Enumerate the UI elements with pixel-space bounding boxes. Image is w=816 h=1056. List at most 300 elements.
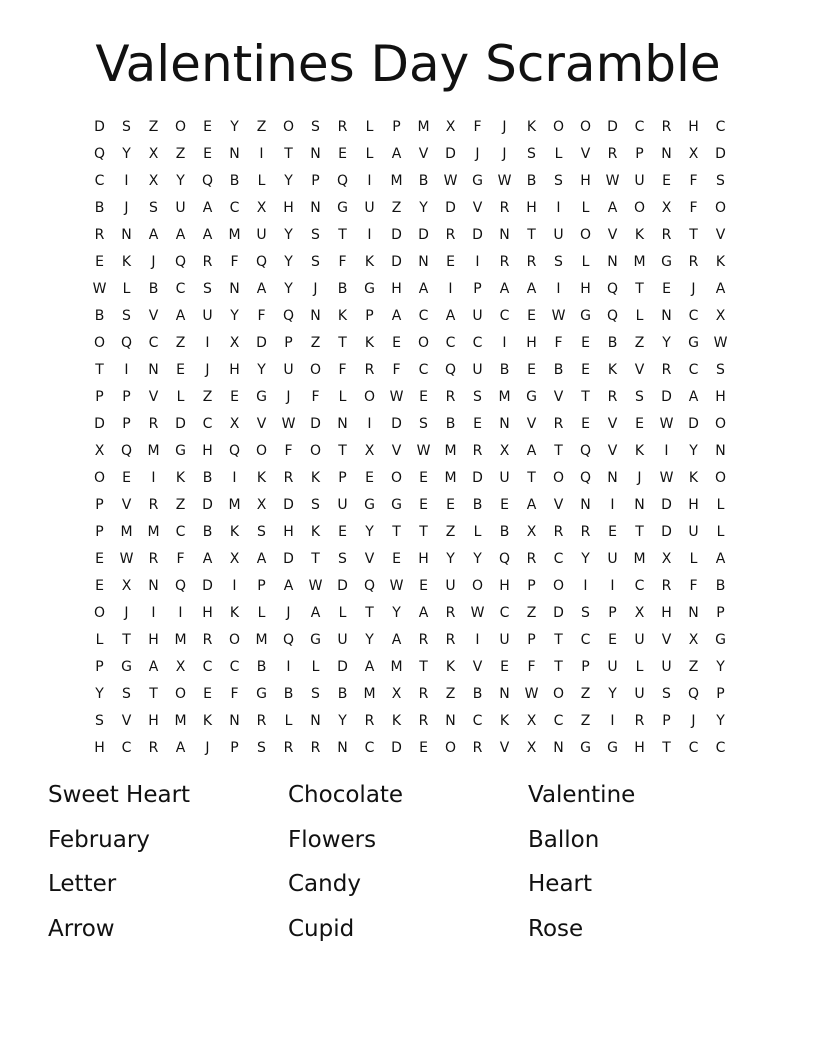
grid-cell: O xyxy=(552,686,565,703)
grid-cell: O xyxy=(255,442,268,459)
grid-cell: Z xyxy=(391,199,402,216)
grid-cell: X xyxy=(526,713,537,730)
word-list-item: Cupid xyxy=(288,915,355,942)
grid-row xyxy=(86,573,734,600)
grid-cell: G xyxy=(526,388,537,405)
grid-cell: B xyxy=(94,199,105,216)
grid-cell: R xyxy=(94,226,105,243)
grid-cell: W xyxy=(416,442,431,459)
grid-cell: R xyxy=(499,253,510,270)
grid-cell: N xyxy=(661,307,672,324)
grid-cell: X xyxy=(148,172,159,189)
grid-cell: C xyxy=(418,361,429,378)
grid-cell: X xyxy=(256,199,267,216)
grid-cell: W xyxy=(92,280,107,297)
grid-cell: A xyxy=(688,388,699,405)
grid-cell: Y xyxy=(338,713,347,730)
grid-cell: R xyxy=(364,713,375,730)
grid-cell: B xyxy=(499,523,510,540)
grid-cell: Z xyxy=(445,523,456,540)
grid-cell: R xyxy=(202,253,213,270)
grid-cell: Y xyxy=(419,199,428,216)
grid-cell: H xyxy=(526,334,537,351)
grid-cell: T xyxy=(392,523,401,540)
grid-cell: W xyxy=(389,578,404,595)
grid-cell: E xyxy=(203,686,212,703)
grid-cell: Y xyxy=(446,551,455,568)
grid-cell: X xyxy=(499,442,510,459)
grid-cell: A xyxy=(283,578,294,595)
grid-cell: T xyxy=(122,632,131,649)
grid-cell: S xyxy=(311,686,320,703)
grid-cell: Q xyxy=(282,632,295,649)
grid-cell: W xyxy=(605,172,620,189)
grid-cell: N xyxy=(310,713,321,730)
grid-cell: A xyxy=(391,632,402,649)
grid-cell: R xyxy=(607,388,618,405)
grid-cell: Y xyxy=(392,605,401,622)
grid-row xyxy=(86,221,734,248)
grid-cell: S xyxy=(473,388,482,405)
word-list-item: Sweet Heart xyxy=(48,782,191,808)
grid-cell: U xyxy=(364,199,375,216)
grid-cell: I xyxy=(448,280,453,297)
grid-cell: P xyxy=(716,686,725,703)
grid-cell: D xyxy=(310,415,321,432)
grid-cell: C xyxy=(445,334,456,351)
grid-cell: C xyxy=(472,334,483,351)
grid-cell: E xyxy=(473,415,482,432)
grid-cell: Z xyxy=(688,659,699,676)
grid-cell: D xyxy=(445,199,456,216)
grid-cell: D xyxy=(553,605,564,622)
grid-cell: P xyxy=(527,632,536,649)
grid-cell: R xyxy=(418,686,429,703)
grid-cell: I xyxy=(232,578,237,595)
grid-cell: I xyxy=(367,415,372,432)
grid-cell: I xyxy=(178,605,183,622)
grid-cell: M xyxy=(120,523,133,540)
grid-cell: Q xyxy=(579,469,592,486)
grid-cell: S xyxy=(122,686,131,703)
grid-cell: X xyxy=(229,415,240,432)
grid-cell: B xyxy=(94,307,105,324)
grid-cell: U xyxy=(634,172,645,189)
grid-cell: N xyxy=(310,145,321,162)
grid-cell: E xyxy=(392,551,401,568)
grid-cell: H xyxy=(283,199,294,216)
grid-cell: C xyxy=(715,118,726,135)
grid-cell: B xyxy=(499,361,510,378)
grid-cell: D xyxy=(472,469,483,486)
grid-cell: A xyxy=(445,307,456,324)
grid-cell: T xyxy=(419,523,428,540)
grid-cell: L xyxy=(122,280,131,297)
grid-cell: P xyxy=(284,334,293,351)
grid-cell: Q xyxy=(201,172,214,189)
grid-cell: G xyxy=(175,442,186,459)
grid-cell: O xyxy=(309,442,322,459)
grid-cell: X xyxy=(148,145,159,162)
grid-cell: M xyxy=(174,632,187,649)
grid-cell: N xyxy=(553,740,564,757)
grid-cell: U xyxy=(445,578,456,595)
grid-cell: T xyxy=(338,226,347,243)
grid-cell: T xyxy=(662,740,671,757)
grid-cell: R xyxy=(445,632,456,649)
grid-cell: V xyxy=(661,632,672,649)
grid-row xyxy=(86,546,734,573)
grid-cell: C xyxy=(499,605,510,622)
grid-cell: O xyxy=(714,469,727,486)
grid-cell: O xyxy=(714,415,727,432)
grid-cell: I xyxy=(664,442,669,459)
grid-cell: I xyxy=(475,253,480,270)
word-list-item: Ballon xyxy=(528,826,600,853)
grid-cell: T xyxy=(149,686,158,703)
grid-cell: P xyxy=(311,172,320,189)
grid-cell: E xyxy=(581,361,590,378)
grid-cell: S xyxy=(338,551,347,568)
grid-cell: W xyxy=(551,307,566,324)
grid-cell: U xyxy=(175,199,186,216)
grid-cell: O xyxy=(228,632,241,649)
grid-cell: D xyxy=(283,496,294,513)
grid-cell: I xyxy=(475,632,480,649)
grid-cell: R xyxy=(148,740,159,757)
grid-cell: E xyxy=(527,361,536,378)
grid-cell: K xyxy=(526,118,537,135)
grid-cell: T xyxy=(689,226,698,243)
grid-cell: N xyxy=(580,496,591,513)
word-list-item: Flowers xyxy=(288,826,377,853)
grid-cell: T xyxy=(527,469,536,486)
grid-cell: Q xyxy=(606,280,619,297)
grid-cell: U xyxy=(688,523,699,540)
grid-cell: R xyxy=(553,523,564,540)
grid-cell: D xyxy=(337,578,348,595)
grid-cell: X xyxy=(391,686,402,703)
grid-cell: P xyxy=(95,496,104,513)
grid-cell: Q xyxy=(687,686,700,703)
grid-cell: E xyxy=(392,334,401,351)
grid-cell: L xyxy=(365,145,374,162)
grid-cell: J xyxy=(502,118,507,135)
grid-cell: V xyxy=(499,740,510,757)
grid-cell: A xyxy=(715,551,726,568)
grid-cell: F xyxy=(473,118,482,135)
grid-cell: K xyxy=(391,713,402,730)
grid-cell: P xyxy=(95,659,104,676)
grid-row xyxy=(86,600,734,627)
grid-cell: H xyxy=(526,199,537,216)
grid-cell: R xyxy=(256,713,267,730)
grid-cell: E xyxy=(635,415,644,432)
grid-cell: L xyxy=(257,605,266,622)
grid-cell: J xyxy=(286,388,291,405)
grid-cell: S xyxy=(716,172,725,189)
grid-row xyxy=(86,356,734,383)
grid-cell: X xyxy=(688,632,699,649)
grid-cell: K xyxy=(310,469,321,486)
grid-cell: Q xyxy=(579,442,592,459)
grid-cell: A xyxy=(526,280,537,297)
grid-cell: B xyxy=(553,361,564,378)
grid-cell: H xyxy=(148,632,159,649)
grid-cell: L xyxy=(635,659,644,676)
grid-cell: A xyxy=(256,280,267,297)
grid-cell: B xyxy=(256,659,267,676)
grid-cell: O xyxy=(363,388,376,405)
grid-cell: I xyxy=(502,334,507,351)
grid-cell: U xyxy=(661,659,672,676)
grid-cell: C xyxy=(175,523,186,540)
grid-cell: M xyxy=(228,226,241,243)
grid-cell: W xyxy=(659,469,674,486)
grid-cell: D xyxy=(607,118,618,135)
grid-cell: D xyxy=(337,659,348,676)
grid-cell: D xyxy=(256,334,267,351)
grid-cell: D xyxy=(688,415,699,432)
grid-cell: P xyxy=(392,118,401,135)
grid-cell: A xyxy=(148,226,159,243)
grid-cell: C xyxy=(148,334,159,351)
grid-cell: P xyxy=(95,388,104,405)
grid-cell: O xyxy=(93,469,106,486)
word-list-item: Arrow xyxy=(48,915,115,942)
grid-cell: R xyxy=(202,632,213,649)
grid-row xyxy=(86,681,734,708)
grid-cell: K xyxy=(715,253,726,270)
grid-cell: J xyxy=(205,361,210,378)
grid-cell: V xyxy=(526,415,537,432)
grid-cell: X xyxy=(661,551,672,568)
grid-cell: P xyxy=(716,605,725,622)
grid-cell: D xyxy=(418,226,429,243)
grid-cell: D xyxy=(391,253,402,270)
grid-cell: T xyxy=(419,659,428,676)
grid-cell: G xyxy=(364,496,375,513)
grid-cell: P xyxy=(608,605,617,622)
grid-cell: Y xyxy=(365,632,374,649)
grid-cell: P xyxy=(365,307,374,324)
grid-cell: C xyxy=(202,659,213,676)
grid-cell: Q xyxy=(255,253,268,270)
grid-cell: P xyxy=(338,469,347,486)
grid-cell: C xyxy=(121,740,132,757)
grid-cell: D xyxy=(715,145,726,162)
grid-cell: D xyxy=(661,388,672,405)
grid-cell: D xyxy=(94,118,105,135)
grid-cell: Q xyxy=(363,578,376,595)
grid-cell: A xyxy=(175,307,186,324)
grid-cell: X xyxy=(661,199,672,216)
grid-cell: N xyxy=(310,307,321,324)
grid-cell: V xyxy=(553,388,564,405)
grid-cell: I xyxy=(286,659,291,676)
grid-cell: G xyxy=(472,172,483,189)
grid-cell: F xyxy=(392,361,401,378)
grid-cell: O xyxy=(714,199,727,216)
grid-cell: A xyxy=(391,307,402,324)
grid-cell: W xyxy=(659,415,674,432)
grid-cell: J xyxy=(151,253,156,270)
grid-cell: C xyxy=(202,415,213,432)
grid-row xyxy=(86,491,734,518)
grid-cell: V xyxy=(121,713,132,730)
grid-cell: Z xyxy=(580,686,591,703)
grid-cell: T xyxy=(635,280,644,297)
grid-cell: Y xyxy=(689,442,698,459)
grid-cell: S xyxy=(122,118,131,135)
grid-cell: S xyxy=(311,496,320,513)
grid-cell: U xyxy=(256,226,267,243)
grid-cell: O xyxy=(552,578,565,595)
grid-cell: B xyxy=(472,686,483,703)
grid-cell: C xyxy=(94,172,105,189)
grid-cell: S xyxy=(149,199,158,216)
grid-cell: P xyxy=(122,415,131,432)
grid-row xyxy=(86,708,734,735)
grid-cell: A xyxy=(175,740,186,757)
grid-cell: A xyxy=(202,226,213,243)
grid-cell: H xyxy=(688,118,699,135)
grid-cell: E xyxy=(95,253,104,270)
grid-cell: I xyxy=(610,578,615,595)
grid-cell: N xyxy=(229,280,240,297)
grid-cell: R xyxy=(310,740,321,757)
grid-cell: H xyxy=(580,172,591,189)
grid-cell: B xyxy=(418,172,429,189)
word-list-item: Valentine xyxy=(528,782,636,808)
grid-cell: Q xyxy=(120,334,133,351)
grid-cell: V xyxy=(121,496,132,513)
grid-cell: L xyxy=(716,523,725,540)
grid-cell: C xyxy=(553,551,564,568)
grid-cell: Z xyxy=(175,334,186,351)
grid-cell: E xyxy=(419,388,428,405)
grid-cell: V xyxy=(634,361,645,378)
grid-cell: X xyxy=(229,334,240,351)
grid-cell: O xyxy=(579,226,592,243)
grid-cell: C xyxy=(688,307,699,324)
grid-cell: R xyxy=(148,415,159,432)
word-list-item: Chocolate xyxy=(288,782,404,808)
grid-cell: Z xyxy=(580,713,591,730)
grid-cell: C xyxy=(175,280,186,297)
grid-cell: J xyxy=(475,145,480,162)
grid-cell: K xyxy=(121,253,132,270)
grid-cell: E xyxy=(446,496,455,513)
grid-row xyxy=(86,410,734,437)
grid-cell: B xyxy=(445,415,456,432)
grid-cell: P xyxy=(581,659,590,676)
grid-cell: M xyxy=(147,523,160,540)
grid-cell: R xyxy=(418,713,429,730)
grid-cell: F xyxy=(311,388,320,405)
grid-cell: H xyxy=(580,280,591,297)
grid-cell: N xyxy=(607,469,618,486)
grid-cell: L xyxy=(284,713,293,730)
grid-cell: F xyxy=(689,199,698,216)
grid-cell: P xyxy=(473,280,482,297)
page-title: Valentines Day Scramble xyxy=(95,35,721,93)
grid-cell: J xyxy=(637,469,642,486)
grid-cell: Q xyxy=(444,361,457,378)
grid-cell: O xyxy=(552,469,565,486)
grid-cell: F xyxy=(689,578,698,595)
grid-cell: V xyxy=(607,442,618,459)
grid-cell: I xyxy=(151,469,156,486)
grid-row xyxy=(86,140,734,167)
grid-cell: A xyxy=(202,551,213,568)
grid-cell: E xyxy=(203,118,212,135)
grid-cell: H xyxy=(229,361,240,378)
grid-cell: N xyxy=(148,578,159,595)
grid-cell: T xyxy=(527,226,536,243)
grid-cell: F xyxy=(338,361,347,378)
grid-cell: V xyxy=(607,415,618,432)
grid-cell: W xyxy=(524,686,539,703)
grid-cell: C xyxy=(553,713,564,730)
grid-cell: H xyxy=(499,578,510,595)
grid-cell: Z xyxy=(175,145,186,162)
grid-cell: W xyxy=(389,388,404,405)
grid-cell: Y xyxy=(257,361,266,378)
grid-cell: W xyxy=(443,172,458,189)
grid-cell: C xyxy=(634,118,645,135)
grid-cell: E xyxy=(95,578,104,595)
grid-cell: F xyxy=(554,334,563,351)
grid-cell: H xyxy=(634,740,645,757)
word-list-item: Candy xyxy=(288,871,361,897)
grid-cell: C xyxy=(418,307,429,324)
grid-cell: I xyxy=(124,172,129,189)
grid-row xyxy=(86,735,734,762)
grid-cell: G xyxy=(580,307,591,324)
grid-cell: H xyxy=(391,280,402,297)
grid-cell: P xyxy=(230,740,239,757)
grid-cell: R xyxy=(283,740,294,757)
grid-cell: S xyxy=(527,145,536,162)
grid-cell: D xyxy=(445,145,456,162)
grid-cell: J xyxy=(205,740,210,757)
grid-cell: F xyxy=(176,551,185,568)
grid-cell: K xyxy=(229,523,240,540)
grid-cell: U xyxy=(499,632,510,649)
grid-cell: R xyxy=(445,605,456,622)
grid-cell: R xyxy=(337,118,348,135)
grid-cell: L xyxy=(338,605,347,622)
grid-cell: P xyxy=(122,388,131,405)
grid-cell: B xyxy=(715,578,726,595)
grid-cell: I xyxy=(367,172,372,189)
grid-cell: X xyxy=(526,740,537,757)
grid-cell: V xyxy=(472,659,483,676)
grid-cell: I xyxy=(583,578,588,595)
grid-cell: Q xyxy=(93,145,106,162)
grid-cell: Q xyxy=(174,253,187,270)
grid-cell: L xyxy=(581,199,590,216)
grid-cell: P xyxy=(635,145,644,162)
grid-cell: O xyxy=(579,118,592,135)
grid-cell: O xyxy=(309,361,322,378)
grid-cell: C xyxy=(688,361,699,378)
grid-cell: T xyxy=(554,659,563,676)
grid-cell: C xyxy=(499,307,510,324)
grid-cell: S xyxy=(419,415,428,432)
grid-cell: Z xyxy=(148,118,159,135)
